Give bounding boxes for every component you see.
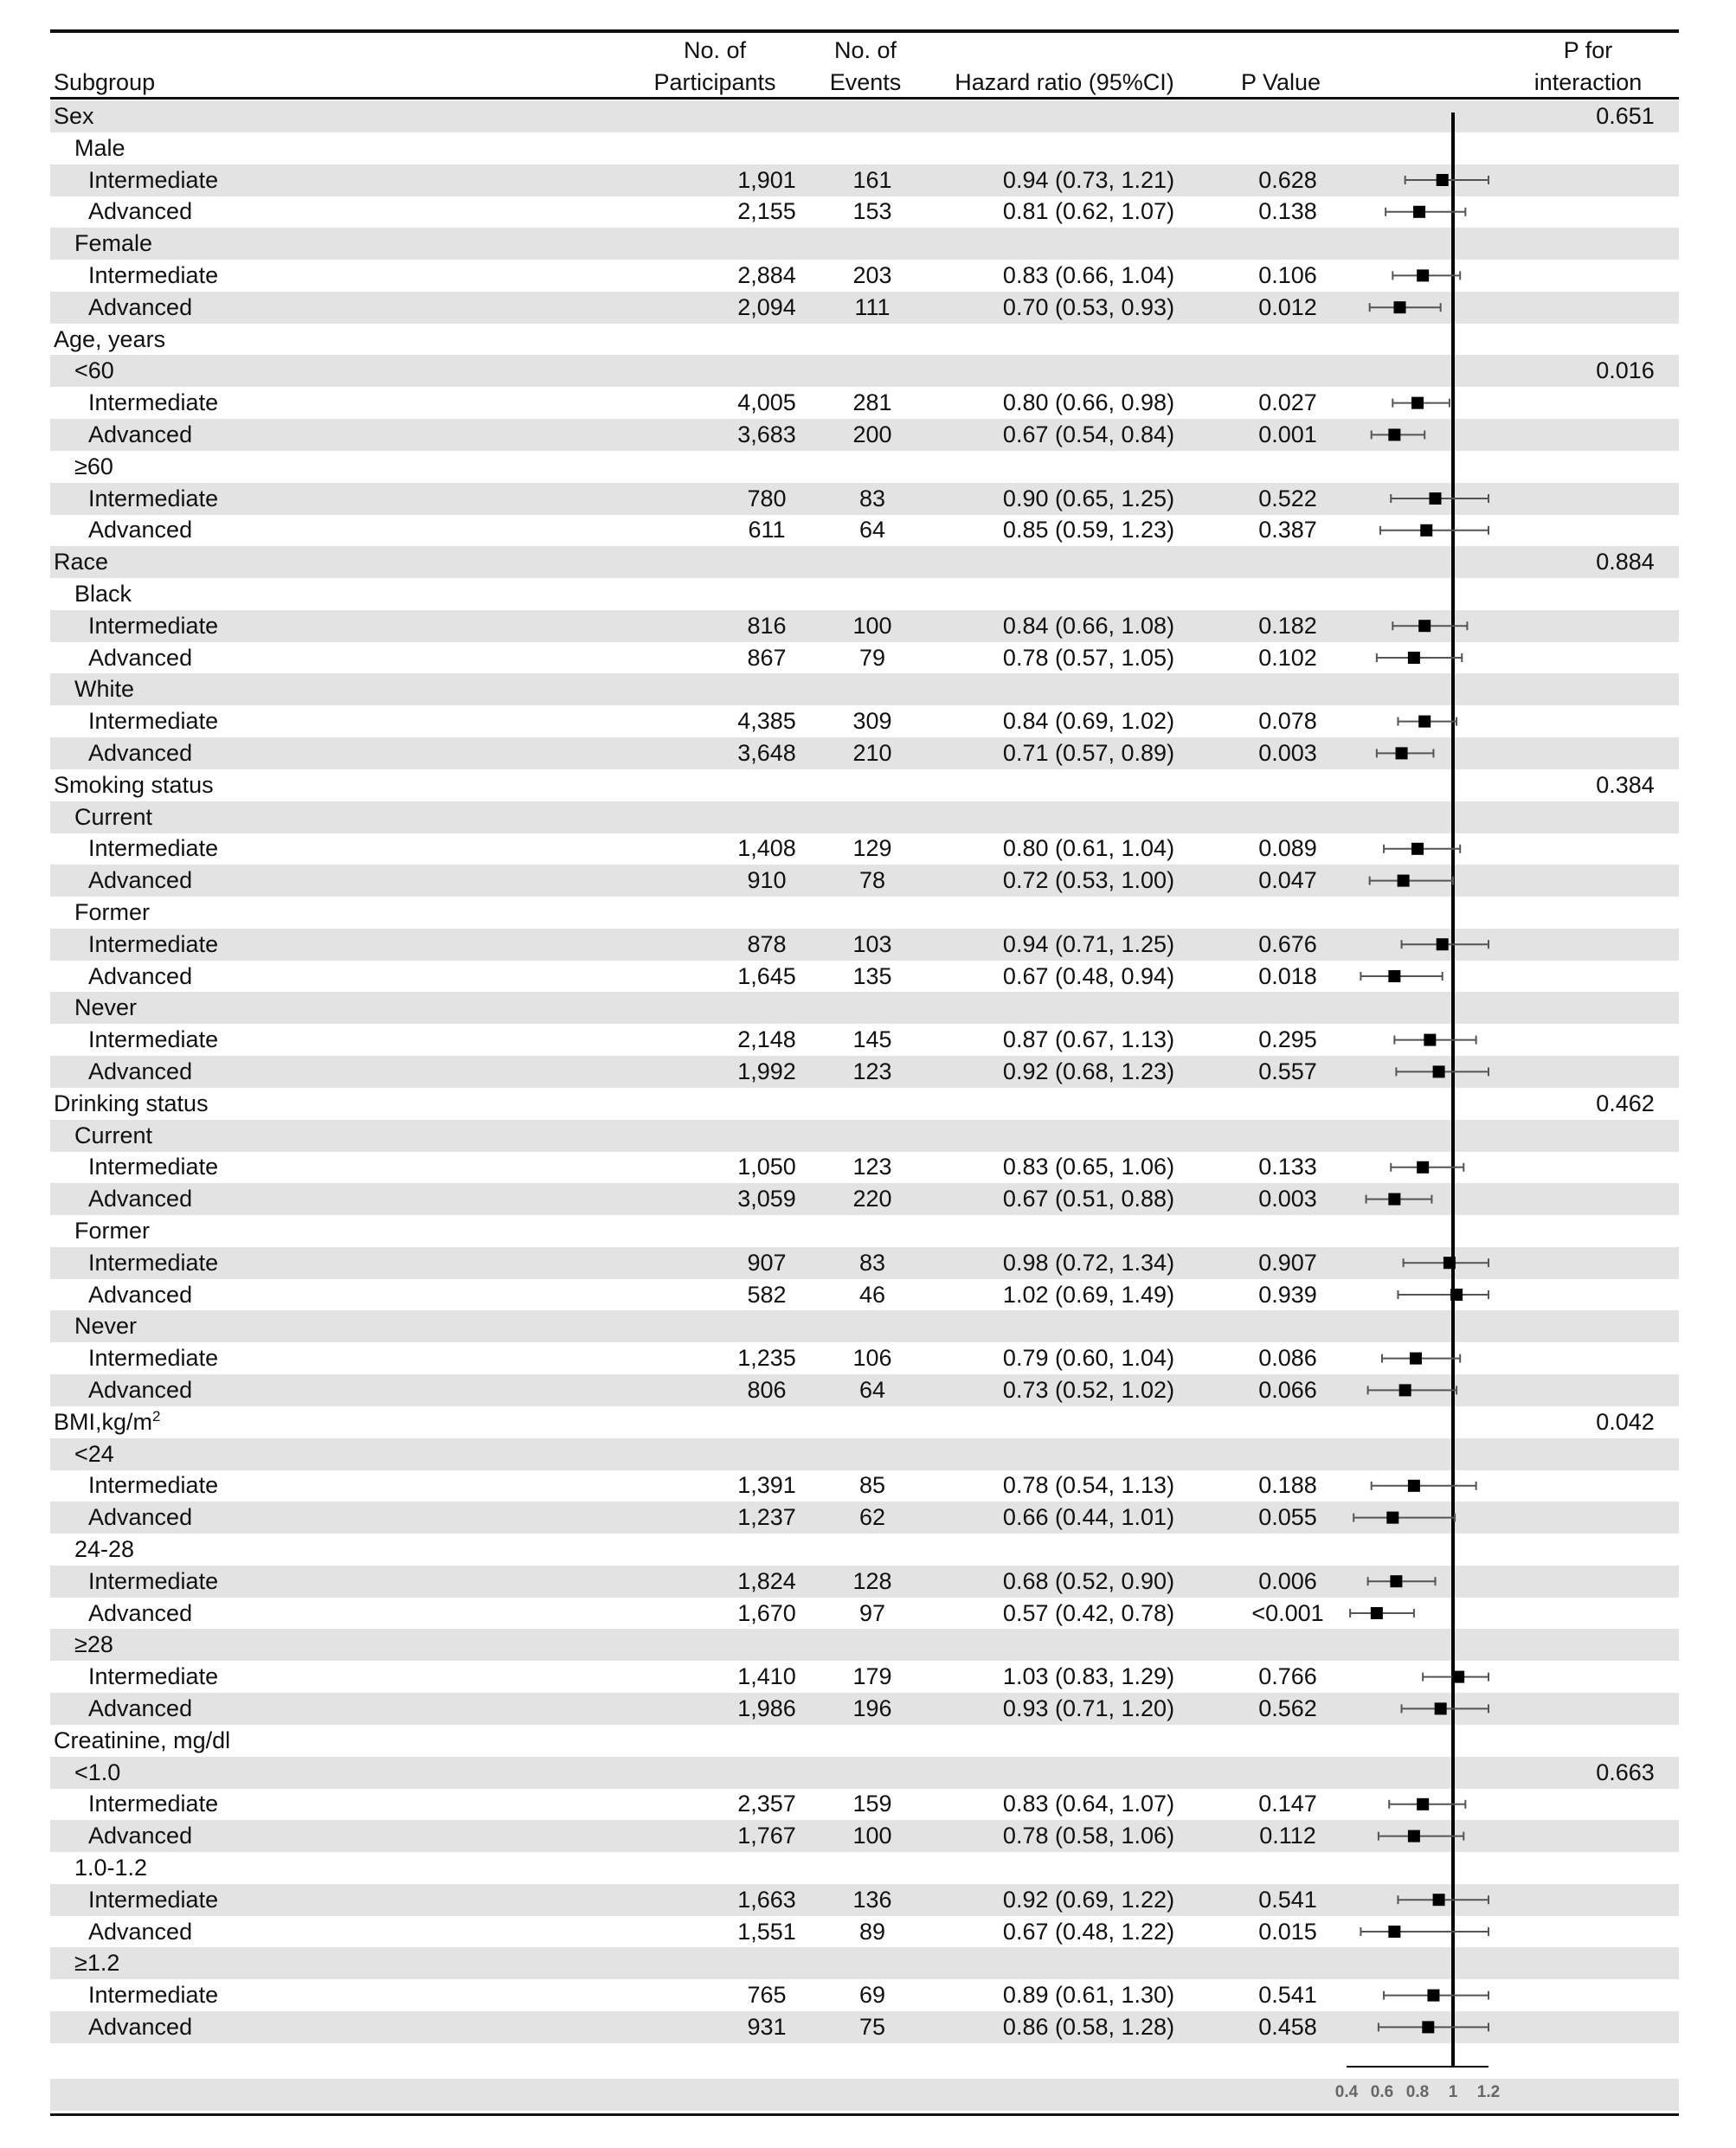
- subcategory-row: [50, 451, 1679, 483]
- row-label: Advanced: [88, 1599, 193, 1626]
- events-cell: 103: [852, 930, 892, 957]
- subcategory-row: [50, 1534, 1679, 1566]
- table-row: [50, 1247, 1679, 1279]
- p-value-cell: 0.112: [1259, 1823, 1316, 1849]
- hazard-ratio-cell: 0.92 (0.69, 1.22): [1002, 1886, 1175, 1913]
- row-label: Advanced: [88, 1823, 193, 1849]
- table-row: [50, 929, 1679, 961]
- participants-cell: 1,901: [737, 166, 796, 193]
- events-cell: 85: [858, 1472, 886, 1499]
- events-cell: 281: [852, 389, 892, 416]
- p-value-cell: 0.766: [1258, 1663, 1317, 1690]
- subcategory-row: [50, 1757, 1679, 1789]
- table-row: [50, 196, 1679, 228]
- participants-cell: 1,645: [737, 962, 796, 989]
- hazard-ratio-cell: 0.93 (0.71, 1.20): [1002, 1695, 1175, 1721]
- category-row: [50, 1725, 1679, 1757]
- row-label: 1.0-1.2: [74, 1855, 148, 1881]
- events-cell: 196: [852, 1695, 892, 1721]
- participants-cell: 1,992: [737, 1058, 796, 1084]
- row-label: Intermediate: [88, 1567, 219, 1594]
- header-p-value: P Value: [1240, 69, 1321, 95]
- row-label: Advanced: [88, 1058, 193, 1084]
- hazard-ratio-cell: 0.67 (0.48, 0.94): [1002, 962, 1175, 989]
- table-row: [50, 610, 1679, 642]
- row-label: Intermediate: [88, 1026, 219, 1053]
- participants-cell: 1,408: [737, 835, 796, 862]
- row-label: Former: [74, 1218, 150, 1244]
- events-cell: 97: [858, 1599, 886, 1626]
- p-value-cell: 0.182: [1258, 612, 1317, 639]
- row-label: Intermediate: [88, 835, 219, 862]
- subcategory-row: [50, 897, 1679, 929]
- row-label: Never: [74, 994, 138, 1021]
- hazard-ratio-cell: 0.98 (0.72, 1.34): [1002, 1249, 1175, 1276]
- row-label: Intermediate: [88, 1154, 219, 1180]
- p-value-cell: 0.012: [1258, 293, 1317, 320]
- row-label: Drinking status: [54, 1090, 209, 1116]
- header-hazard-ratio: Hazard ratio (95%CI): [955, 69, 1174, 95]
- row-label: Current: [74, 803, 153, 830]
- events-cell: 89: [858, 1918, 886, 1945]
- table-row: [50, 1788, 1679, 1820]
- subcategory-row: [50, 673, 1679, 705]
- p-value-cell: 0.089: [1258, 835, 1317, 862]
- row-label: ≥1.2: [74, 1950, 120, 1977]
- p-value-cell: 0.541: [1258, 1982, 1317, 2009]
- events-cell: 128: [852, 1567, 892, 1594]
- table-row: [50, 1470, 1679, 1502]
- x-tick-label: 1: [1448, 2083, 1458, 2101]
- participants-cell: 2,357: [737, 1791, 796, 1817]
- hazard-ratio-cell: 0.89 (0.61, 1.30): [1002, 1982, 1175, 2009]
- hazard-ratio-cell: 0.78 (0.54, 1.13): [1002, 1472, 1175, 1499]
- events-cell: 100: [852, 1823, 892, 1849]
- subcategory-row: [50, 1215, 1679, 1247]
- p-value-cell: 0.147: [1258, 1791, 1317, 1817]
- p-value-cell: 0.102: [1258, 644, 1317, 671]
- hazard-ratio-cell: 0.94 (0.73, 1.21): [1002, 166, 1175, 193]
- hazard-ratio-cell: 1.03 (0.83, 1.29): [1002, 1663, 1175, 1690]
- participants-cell: 1,767: [737, 1823, 796, 1849]
- p-value-cell: 0.018: [1258, 962, 1317, 989]
- table-row: [50, 1661, 1679, 1693]
- row-label: Sex: [54, 103, 94, 129]
- p-value-cell: 0.086: [1258, 1345, 1317, 1372]
- subcategory-row: [50, 355, 1679, 387]
- hazard-ratio-cell: 0.67 (0.51, 0.88): [1002, 1186, 1175, 1212]
- row-label: Advanced: [88, 740, 193, 766]
- axis-band: [50, 2079, 1679, 2111]
- row-label: Intermediate: [88, 930, 219, 957]
- hazard-ratio-cell: 0.67 (0.54, 0.84): [1002, 421, 1175, 447]
- row-label: Advanced: [88, 517, 193, 543]
- hazard-ratio-cell: 0.94 (0.71, 1.25): [1002, 930, 1175, 957]
- row-label: Intermediate: [88, 1982, 219, 2009]
- events-cell: 106: [852, 1345, 892, 1372]
- events-cell: 79: [858, 644, 886, 671]
- p-value-cell: 0.295: [1258, 1026, 1317, 1053]
- p-value-cell: 0.106: [1258, 262, 1317, 288]
- p-value-cell: 0.188: [1258, 1472, 1317, 1499]
- p-value-cell: 0.066: [1258, 1377, 1317, 1403]
- participants-cell: 1,670: [737, 1599, 796, 1626]
- events-cell: 64: [858, 517, 886, 543]
- p-value-cell: 0.027: [1258, 389, 1317, 416]
- hazard-ratio-cell: 0.78 (0.57, 1.05): [1002, 644, 1175, 671]
- hazard-ratio-cell: 0.78 (0.58, 1.06): [1002, 1823, 1175, 1849]
- row-label: Advanced: [88, 962, 193, 989]
- row-label: Intermediate: [88, 612, 219, 639]
- table-row: [50, 1820, 1679, 1852]
- row-label: Intermediate: [88, 166, 219, 193]
- header-p-interaction: P for interaction: [1533, 37, 1643, 95]
- hazard-ratio-cell: 0.83 (0.66, 1.04): [1002, 262, 1175, 288]
- header-subgroup: Subgroup: [54, 69, 156, 95]
- row-label: Intermediate: [88, 1886, 219, 1913]
- table-row: [50, 1024, 1679, 1056]
- p-value-cell: 0.003: [1258, 1186, 1317, 1212]
- p-interaction-cell: 0.384: [1596, 771, 1655, 798]
- row-label: Intermediate: [88, 1472, 219, 1499]
- row-label: Intermediate: [88, 708, 219, 735]
- subcategory-row: [50, 1438, 1679, 1470]
- participants-cell: 765: [747, 1982, 787, 2009]
- row-label: Advanced: [88, 1504, 193, 1531]
- events-cell: 111: [854, 293, 891, 320]
- row-label: Intermediate: [88, 1791, 219, 1817]
- category-row: [50, 1406, 1679, 1438]
- row-label: Advanced: [88, 1695, 193, 1721]
- events-cell: 145: [852, 1026, 892, 1053]
- participants-cell: 816: [747, 612, 787, 639]
- events-cell: 78: [858, 867, 886, 894]
- row-label: Male: [74, 134, 125, 161]
- subcategory-row: [50, 228, 1679, 260]
- table-row: [50, 642, 1679, 674]
- row-label: Female: [74, 230, 153, 257]
- events-cell: 136: [852, 1886, 892, 1913]
- row-label: ≥60: [74, 453, 113, 479]
- x-tick-label: 0.8: [1405, 2083, 1430, 2101]
- table-row: [50, 260, 1679, 292]
- category-row: [50, 1088, 1679, 1120]
- row-label: Smoking status: [54, 771, 214, 798]
- row-label: Age, years: [54, 325, 166, 352]
- row-label: Black: [74, 581, 132, 607]
- row-label: $BMI,kg/m^2$: [54, 1407, 161, 1435]
- p-value-cell: 0.133: [1258, 1154, 1317, 1180]
- events-cell: 83: [858, 1249, 886, 1276]
- category-row: [50, 100, 1679, 132]
- p-value-cell: 0.939: [1258, 1281, 1317, 1308]
- table-row: [50, 419, 1679, 451]
- table-row: [50, 1151, 1679, 1183]
- events-cell: 129: [852, 835, 892, 862]
- events-cell: 153: [852, 198, 892, 225]
- table-row: [50, 1598, 1679, 1630]
- participants-cell: 1,237: [737, 1504, 796, 1531]
- table-row: [50, 387, 1679, 419]
- table-row: [50, 1279, 1679, 1311]
- p-interaction-cell: 0.884: [1596, 549, 1655, 576]
- p-value-cell: 0.015: [1258, 1918, 1317, 1945]
- table-row: [50, 737, 1679, 769]
- participants-cell: 2,155: [737, 198, 796, 225]
- hazard-ratio-cell: 0.87 (0.67, 1.13): [1002, 1026, 1175, 1053]
- row-label: Advanced: [88, 1186, 193, 1212]
- subcategory-row: [50, 1852, 1679, 1884]
- row-label: Advanced: [88, 1377, 193, 1403]
- row-label: <24: [74, 1440, 114, 1467]
- row-label: Intermediate: [88, 1249, 219, 1276]
- participants-cell: 1,235: [737, 1345, 796, 1372]
- table-row: [50, 1342, 1679, 1374]
- table-row: [50, 2011, 1679, 2043]
- subcategory-row: [50, 1310, 1679, 1342]
- participants-cell: 1,050: [737, 1154, 796, 1180]
- hazard-ratio-cell: 0.92 (0.68, 1.23): [1002, 1058, 1175, 1084]
- row-label: Advanced: [88, 1918, 193, 1945]
- events-cell: 69: [858, 1982, 886, 2009]
- participants-cell: 907: [747, 1249, 787, 1276]
- subcategory-row: [50, 1947, 1679, 1979]
- hazard-ratio-cell: 0.67 (0.48, 1.22): [1002, 1918, 1175, 1945]
- p-value-cell: 0.458: [1258, 2014, 1317, 2040]
- row-label: ≥28: [74, 1631, 113, 1658]
- p-value-cell: 0.907: [1258, 1249, 1317, 1276]
- p-interaction-cell: 0.016: [1596, 357, 1655, 384]
- row-label: Advanced: [88, 293, 193, 320]
- p-value-cell: 0.003: [1258, 740, 1317, 766]
- table-row: [50, 865, 1679, 897]
- table-row: [50, 1374, 1679, 1406]
- hazard-ratio-cell: 0.70 (0.53, 0.93): [1002, 293, 1175, 320]
- row-label: Advanced: [88, 421, 193, 447]
- participants-cell: 3,683: [737, 421, 796, 447]
- row-label: Advanced: [88, 198, 193, 225]
- participants-cell: 867: [747, 644, 787, 671]
- participants-cell: 4,385: [737, 708, 796, 735]
- table-row: [50, 705, 1679, 737]
- hazard-ratio-cell: 0.83 (0.65, 1.06): [1002, 1154, 1175, 1180]
- participants-cell: 3,648: [737, 740, 796, 766]
- row-label: <1.0: [74, 1759, 121, 1785]
- events-cell: 83: [858, 485, 886, 511]
- hazard-ratio-cell: 0.71 (0.57, 0.89): [1002, 740, 1175, 766]
- hazard-ratio-cell: 0.73 (0.52, 1.02): [1002, 1377, 1175, 1403]
- participants-cell: 611: [748, 517, 786, 543]
- table-row: [50, 164, 1679, 196]
- hazard-ratio-cell: 0.80 (0.61, 1.04): [1002, 835, 1175, 862]
- top-rule: [50, 29, 1679, 33]
- p-value-cell: 0.138: [1258, 198, 1317, 225]
- p-value-cell: 0.557: [1258, 1058, 1317, 1084]
- participants-cell: 1,986: [737, 1695, 796, 1721]
- p-value-cell: 0.001: [1258, 421, 1317, 447]
- subcategory-row: [50, 1120, 1679, 1152]
- p-value-cell: <0.001: [1251, 1599, 1324, 1626]
- category-row: [50, 324, 1679, 356]
- events-cell: 46: [858, 1281, 886, 1308]
- p-value-cell: 0.387: [1258, 517, 1317, 543]
- participants-cell: 582: [747, 1281, 787, 1308]
- row-label: Intermediate: [88, 262, 219, 288]
- row-label: White: [74, 676, 135, 703]
- events-cell: 62: [858, 1504, 886, 1531]
- events-cell: 179: [852, 1663, 892, 1690]
- hazard-ratio-cell: 0.85 (0.59, 1.23): [1002, 517, 1175, 543]
- events-cell: 100: [852, 612, 892, 639]
- events-cell: 220: [852, 1186, 892, 1212]
- row-label: Current: [74, 1122, 153, 1148]
- hazard-ratio-cell: 0.86 (0.58, 1.28): [1002, 2014, 1175, 2040]
- p-value-cell: 0.078: [1258, 708, 1317, 735]
- hazard-ratio-cell: 0.83 (0.64, 1.07): [1002, 1791, 1175, 1817]
- subcategory-row: [50, 132, 1679, 164]
- hazard-ratio-cell: 0.57 (0.42, 0.78): [1002, 1599, 1175, 1626]
- p-value-cell: 0.522: [1258, 485, 1317, 511]
- p-interaction-cell: 0.462: [1596, 1090, 1655, 1116]
- events-cell: 64: [858, 1377, 886, 1403]
- subcategory-row: [50, 801, 1679, 833]
- row-label: Creatinine, mg/dl: [54, 1727, 231, 1753]
- participants-cell: 931: [747, 2014, 787, 2040]
- table-row: [50, 1056, 1679, 1088]
- p-value-cell: 0.628: [1258, 166, 1317, 193]
- participants-cell: 1,391: [737, 1472, 796, 1499]
- table-row: [50, 292, 1679, 324]
- participants-cell: 1,663: [737, 1886, 796, 1913]
- category-row: [50, 546, 1679, 578]
- row-label: Race: [54, 549, 109, 576]
- participants-cell: 878: [747, 930, 787, 957]
- events-cell: 210: [852, 740, 892, 766]
- p-interaction-cell: 0.651: [1596, 103, 1655, 129]
- row-label: Intermediate: [88, 1663, 219, 1690]
- table-row: [50, 1884, 1679, 1916]
- table-row: [50, 1183, 1679, 1215]
- x-tick-label: 1.2: [1476, 2083, 1501, 2101]
- row-label: Intermediate: [88, 1345, 219, 1372]
- p-interaction-cell: 0.663: [1596, 1759, 1655, 1785]
- events-cell: 203: [852, 262, 892, 288]
- participants-cell: 1,410: [737, 1663, 796, 1690]
- subcategory-row: [50, 578, 1679, 610]
- events-cell: 309: [852, 708, 892, 735]
- hazard-ratio-cell: 1.02 (0.69, 1.49): [1002, 1281, 1175, 1308]
- participants-cell: 2,884: [737, 262, 796, 288]
- x-tick-label: 0.4: [1334, 2083, 1359, 2101]
- category-row: [50, 769, 1679, 801]
- row-label: <60: [74, 357, 114, 384]
- hazard-ratio-cell: 0.84 (0.69, 1.02): [1002, 708, 1175, 735]
- row-label: Advanced: [88, 644, 193, 671]
- header-rule: [50, 97, 1679, 100]
- row-label: Intermediate: [88, 485, 219, 511]
- bottom-rule: [50, 2113, 1679, 2116]
- events-cell: 159: [852, 1791, 892, 1817]
- table-row: [50, 483, 1679, 515]
- table-row: [50, 1693, 1679, 1725]
- table-row: [50, 1979, 1679, 2011]
- participants-cell: 2,094: [737, 293, 796, 320]
- p-value-cell: 0.047: [1258, 867, 1317, 894]
- p-value-cell: 0.055: [1258, 1504, 1317, 1531]
- hazard-ratio-cell: 0.80 (0.66, 0.98): [1002, 389, 1175, 416]
- header-events: No. of Events: [829, 37, 902, 95]
- row-label: Intermediate: [88, 389, 219, 416]
- hazard-ratio-cell: 0.84 (0.66, 1.08): [1002, 612, 1175, 639]
- participants-cell: 910: [747, 867, 787, 894]
- table-row: [50, 833, 1679, 865]
- participants-cell: 780: [747, 485, 787, 511]
- participants-cell: 1,551: [737, 1918, 796, 1945]
- subcategory-row: [50, 1629, 1679, 1661]
- hazard-ratio-cell: 0.68 (0.52, 0.90): [1002, 1567, 1175, 1594]
- subcategory-row: [50, 992, 1679, 1024]
- x-tick-label: 0.6: [1370, 2083, 1394, 2101]
- table-row: [50, 1916, 1679, 1948]
- p-value-cell: 0.562: [1258, 1695, 1317, 1721]
- participants-cell: 806: [747, 1377, 787, 1403]
- table-row: [50, 961, 1679, 993]
- table-row: [50, 1566, 1679, 1598]
- row-label: Advanced: [88, 1281, 193, 1308]
- row-label: 24-28: [74, 1536, 135, 1562]
- p-value-cell: 0.541: [1258, 1886, 1317, 1913]
- events-cell: 123: [852, 1058, 892, 1084]
- row-label: Never: [74, 1313, 138, 1340]
- row-label: Former: [74, 899, 150, 925]
- events-cell: 123: [852, 1154, 892, 1180]
- events-cell: 75: [858, 2014, 886, 2040]
- hazard-ratio-cell: 0.66 (0.44, 1.01): [1002, 1504, 1175, 1531]
- p-value-cell: 0.676: [1258, 930, 1317, 957]
- participants-cell: 2,148: [737, 1026, 796, 1053]
- hazard-ratio-cell: 0.90 (0.65, 1.25): [1002, 485, 1175, 511]
- header-participants: No. of Participants: [653, 37, 776, 95]
- hazard-ratio-cell: 0.72 (0.53, 1.00): [1002, 867, 1175, 894]
- events-cell: 161: [852, 166, 892, 193]
- p-value-cell: 0.006: [1258, 1567, 1317, 1594]
- participants-cell: 3,059: [737, 1186, 796, 1212]
- events-cell: 135: [852, 962, 892, 989]
- hazard-ratio-cell: 0.79 (0.60, 1.04): [1002, 1345, 1175, 1372]
- participants-cell: 1,824: [737, 1567, 796, 1594]
- p-interaction-cell: 0.042: [1596, 1408, 1655, 1435]
- participants-cell: 4,005: [737, 389, 796, 416]
- hazard-ratio-cell: 0.81 (0.62, 1.07): [1002, 198, 1175, 225]
- row-label: Advanced: [88, 867, 193, 894]
- table-row: [50, 514, 1679, 546]
- row-label: Advanced: [88, 2014, 193, 2040]
- events-cell: 200: [852, 421, 892, 447]
- table-row: [50, 1502, 1679, 1534]
